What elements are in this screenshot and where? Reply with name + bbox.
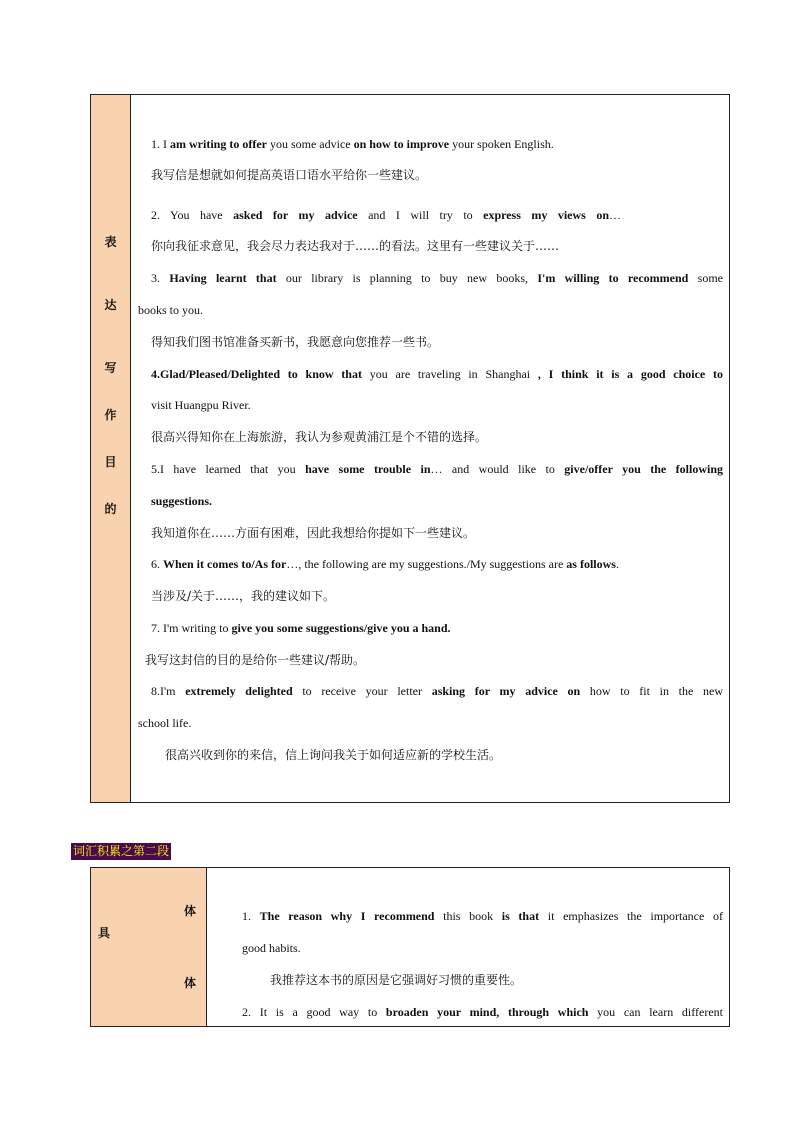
sentence-7-cn: 我写这封信的目的是给你一些建议/帮助。 (145, 653, 366, 667)
sentence-8: 8.I'm extremely delighted to receive your letter asking for my advice on how to fit in the new (151, 684, 723, 698)
side-char: 的 (104, 502, 117, 516)
sentence-6: 6. When it comes to/As for…, the following are my suggestions./My suggestions are as follows. (151, 557, 619, 571)
sentence-6-cn: 当涉及/关于……，我的建议如下。 (151, 589, 336, 603)
sentence-4: 4.Glad/Pleased/Delighted to know that you are traveling in Shanghai , I think it is a good choice to (151, 367, 724, 381)
side-char: 体 (184, 904, 197, 918)
sentence-8-cont: school life. (138, 716, 192, 730)
sentence-5: 5.I have learned that you have some trouble in… and would like to give/offer you the following (151, 462, 724, 476)
sentence-2: 2. You have asked for my advice and I will try to express my views on… (151, 208, 621, 222)
table-specifics (90, 867, 730, 1027)
sentence-7: 7. I'm writing to give you some suggestions/give you a hand. (151, 621, 451, 635)
side-char: 作 (104, 408, 117, 422)
sentence-2-cn: 你向我征求意见，我会尽力表达我对于……的看法。这里有一些建议关于…… (151, 239, 560, 253)
side-char: 目 (104, 455, 117, 469)
table-side-header (91, 95, 131, 802)
table-content (131, 95, 729, 802)
table-side-header (91, 868, 207, 1026)
row-1-cn: 我推荐这本书的原因是它强调好习惯的重要性。 (270, 973, 523, 987)
side-char: 写 (104, 361, 117, 375)
row-1: 1. The reason why I recommend this book is that it emphasizes the importance of (242, 909, 723, 923)
sentence-3: 3. Having learnt that our library is planning to buy new books, I'm willing to recommend some (151, 271, 723, 285)
table-expression-purpose (90, 94, 730, 803)
sentence-1-cn: 我写信是想就如何提高英语口语水平给你一些建议。 (151, 168, 428, 182)
sentence-4-cn: 很高兴得知你在上海旅游，我认为参观黄浦江是个不错的选择。 (151, 430, 488, 444)
sentence-4-cont: visit Huangpu River. (151, 398, 251, 412)
side-char: 具 (98, 926, 111, 940)
sentence-1: 1. I am writing to offer you some advice on how to improve your spoken English. (151, 137, 554, 151)
row-2: 2. It is a good way to broaden your mind, through which you can learn different (242, 1005, 723, 1019)
side-char: 达 (104, 298, 117, 312)
table-content (207, 868, 729, 1026)
sentence-3-cont: books to you. (138, 303, 204, 317)
sentence-3-cn: 得知我们图书馆准备买新书，我愿意向您推荐一些书。 (151, 335, 440, 349)
sentence-5-cont: suggestions. (151, 494, 213, 508)
side-char: 体 (184, 976, 197, 990)
sentence-8-cn: 很高兴收到你的来信，信上询问我关于如何适应新的学校生活。 (165, 748, 502, 762)
sentence-5-cn: 我知道你在……方面有困难，因此我想给你提如下一些建议。 (151, 526, 476, 540)
side-char: 表 (104, 235, 117, 249)
row-1-cont: good habits. (242, 941, 301, 955)
section-label: 词汇积累之第二段 (73, 844, 170, 858)
